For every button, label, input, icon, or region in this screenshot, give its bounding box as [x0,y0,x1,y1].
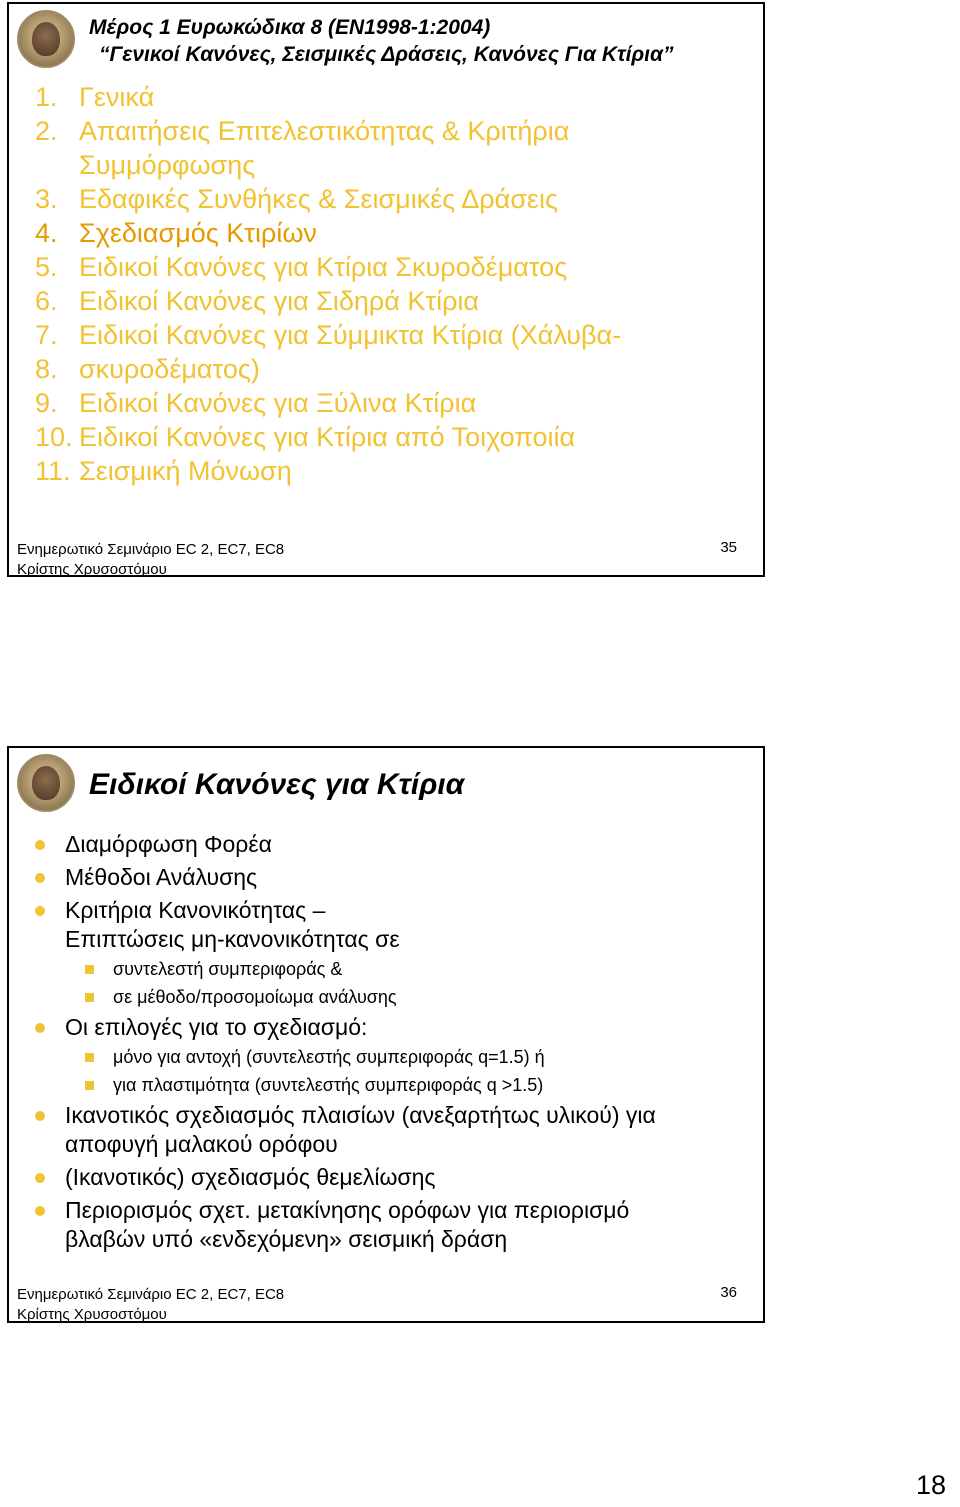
bullet-item: Οι επιλογές για το σχεδιασμό: μόνο για αντοχή (συντελεστής συμπεριφοράς q=1.5) ή για πλαστιμότητα (συντελεστής συμπεριφοράς q >1.5) [35,1013,755,1097]
bullet-icon [35,1173,45,1183]
bullet-icon [35,1111,45,1121]
square-bullet-icon [85,1081,94,1090]
bullet-icon [35,906,45,916]
bullet-item: Κριτήρια Κανονικότητας – Επιπτώσεις μη-κανονικότητας σε συντελεστή συμπεριφοράς & σε μέθοδο/προσομοίωμα ανάλυσης [35,896,755,1009]
slide-footer [17,540,284,580]
toc-item: 9. Ειδικοί Κανόνες για Ξύλινα Κτίρια [35,388,477,418]
slide-number: 35 [720,539,737,556]
sub-bullet-item: συντελεστή συμπεριφοράς & [85,957,755,981]
slide-36 [7,746,765,1323]
title-line-1: Μέρος 1 Ευρωκώδικα 8 (ΕΝ1998-1:2004) [89,16,491,39]
bullet-item: Ικανοτικός σχεδιασμός πλαισίων (ανεξαρτήτως υλικού) για αποφυγή μαλακού ορόφου [35,1101,755,1159]
sub-bullet-list [65,957,755,1009]
slide-title [89,14,674,68]
bullet-icon [35,840,45,850]
square-bullet-icon [85,993,94,1002]
bullet-icon [35,1023,45,1033]
sub-bullet-item: μόνο για αντοχή (συντελεστής συμπεριφοράς q=1.5) ή [85,1045,755,1069]
bullet-icon [35,1206,45,1216]
square-bullet-icon [85,1053,94,1062]
sub-bullet-item: για πλαστιμότητα (συντελεστής συμπεριφοράς q >1.5) [85,1073,755,1097]
slide-title: Ειδικοί Κανόνες για Κτίρια [89,768,465,801]
contents-list [35,80,679,488]
toc-item-active: 4. Σχεδιασμός Κτιρίων [35,218,317,248]
sub-bullet-item: σε μέθοδο/προσομοίωμα ανάλυσης [85,985,755,1009]
toc-item: 11. Σεισμική Μόνωση [35,456,292,486]
page-number: 18 [915,1470,946,1500]
bullet-item: Μέθοδοι Ανάλυσης [35,863,755,892]
toc-item: 3. Εδαφικές Συνθήκες & Σεισμικές Δράσεις [35,184,558,214]
university-seal-icon [17,754,75,812]
toc-item: 1. Γενικά [35,82,155,112]
bullet-item: (Ικανοτικός) σχεδιασμός θεμελίωσης [35,1163,755,1192]
sub-bullet-list [65,1045,755,1097]
bullet-item: Περιορισμός σχετ. μετακίνησης ορόφων για περιορισμό βλαβών υπό «ενδεχόμενη» σεισμική δράση [35,1196,755,1254]
footer-author: Κρίστης Χρυσοστόμου [17,1306,167,1323]
bullet-item: Διαμόρφωση Φορέα [35,830,755,859]
toc-item: 10. Ειδικοί Κανόνες για Κτίρια από Τοιχοποιία [35,422,576,452]
footer-seminar: Ενημερωτικό Σεμινάριο EC 2, EC7, EC8 [17,541,285,558]
university-seal-icon [17,10,75,68]
slide-number: 36 [720,1284,737,1301]
bullet-icon [35,873,45,883]
toc-item: 8. σκυροδέματος) [35,354,260,384]
bullet-list [35,830,755,1258]
footer-author: Κρίστης Χρυσοστόμου [17,561,167,578]
toc-item: 7. Ειδικοί Κανόνες για Σύμμικτα Κτίρια (Χάλυβα- [35,320,622,350]
toc-item: 2. Απαιτήσεις Επιτελεστικότητας & Κριτήρια Συμμόρφωσης [35,116,570,180]
square-bullet-icon [85,965,94,974]
toc-item: 6. Ειδικοί Κανόνες για Σιδηρά Κτίρια [35,286,480,316]
slide-35 [7,2,765,577]
slide-footer [17,1285,284,1325]
title-line-2: “Γενικοί Κανόνες, Σεισμικές Δράσεις, Κανόνες Για Κτίρια” [99,43,674,66]
footer-seminar: Ενημερωτικό Σεμινάριο EC 2, EC7, EC8 [17,1286,285,1303]
toc-item: 5. Ειδικοί Κανόνες για Κτίρια Σκυροδέματος [35,252,568,282]
